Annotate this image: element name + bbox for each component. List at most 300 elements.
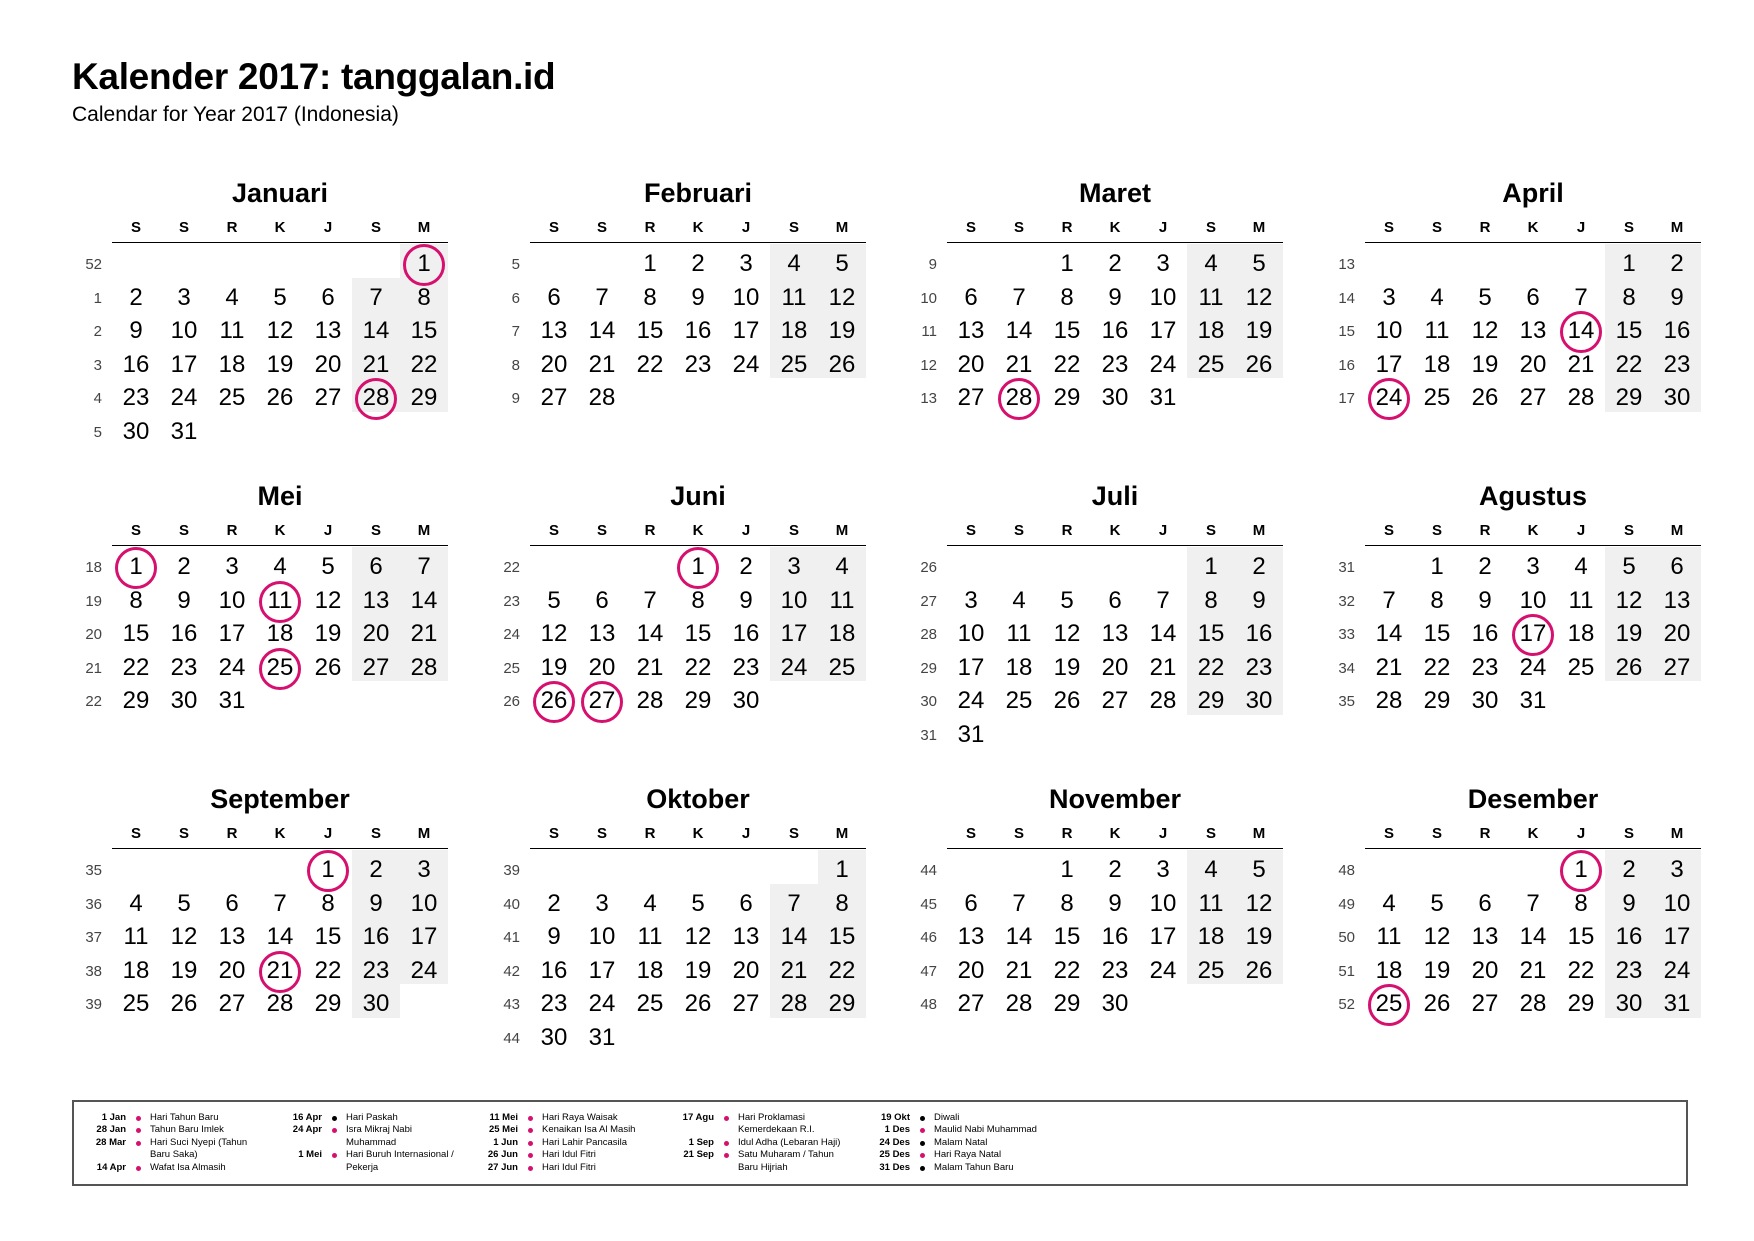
holiday-day: 24	[1375, 384, 1403, 412]
weekday-header: S	[1431, 219, 1442, 236]
day-cell: 27	[732, 990, 760, 1018]
day-cell: 20	[957, 350, 985, 378]
holiday-day: 14	[1567, 317, 1595, 345]
weekday-header: S	[1013, 219, 1024, 236]
week-number: 22	[503, 559, 520, 576]
month-januari	[72, 180, 512, 470]
weekday-header: S	[178, 522, 189, 539]
day-cell: 27	[1663, 653, 1691, 681]
day-cell: 24	[1149, 956, 1177, 984]
weekday-header: S	[1383, 219, 1394, 236]
day-cell: 5	[691, 889, 705, 917]
month-name: Juni	[670, 481, 726, 511]
day-cell: 26	[828, 350, 856, 378]
header-rule	[1365, 242, 1701, 243]
day-cell: 24	[410, 956, 438, 984]
legend-column	[870, 1112, 1060, 1174]
holiday-day: 1	[321, 856, 335, 883]
day-cell: 4	[643, 889, 657, 917]
day-cell: 29	[1615, 384, 1643, 412]
weekday-header: S	[596, 522, 607, 539]
holiday-dot-icon	[136, 1141, 141, 1146]
week-number: 9	[928, 256, 937, 273]
weekday-header: S	[1383, 825, 1394, 842]
day-cell: 26	[314, 653, 342, 681]
weekday-header: J	[1576, 825, 1586, 842]
holiday-day: 1	[691, 553, 705, 580]
day-cell: 23	[122, 384, 150, 412]
day-cell: 2	[369, 856, 383, 883]
day-cell: 16	[1471, 620, 1499, 648]
day-cell: 8	[835, 889, 849, 917]
weekday-header: S	[548, 825, 559, 842]
legend-text: Idul Adha (Lebaran Haji)	[738, 1136, 841, 1148]
weekday-header: R	[1061, 825, 1073, 842]
day-cell: 7	[1526, 889, 1540, 917]
legend-date: 25 Mei	[488, 1124, 518, 1136]
month-name: Oktober	[646, 784, 750, 814]
day-cell: 16	[362, 923, 390, 951]
day-cell: 7	[1156, 586, 1170, 614]
week-number: 23	[503, 592, 520, 610]
legend-text: Hari Paskah	[346, 1112, 398, 1123]
legend-column	[478, 1112, 668, 1174]
day-cell: 29	[828, 990, 856, 1018]
day-cell: 5	[321, 553, 335, 580]
day-cell: 22	[684, 653, 712, 681]
weekday-header: K	[274, 825, 286, 842]
day-cell: 24	[1519, 653, 1547, 681]
day-cell: 21	[362, 350, 390, 378]
day-cell: 17	[1149, 317, 1177, 345]
header-rule	[1365, 545, 1701, 546]
observance-dot-icon	[332, 1116, 337, 1121]
weekday-header: M	[1252, 522, 1266, 539]
week-number: 16	[1338, 356, 1355, 374]
day-cell: 9	[1478, 586, 1492, 614]
weekday-header: R	[644, 522, 656, 539]
day-cell: 13	[1663, 586, 1691, 614]
day-cell: 16	[170, 620, 198, 648]
day-cell: 15	[1615, 317, 1643, 345]
legend-text: Baru Hijriah	[738, 1161, 788, 1173]
day-cell: 25	[1567, 653, 1595, 681]
day-cell: 14	[1375, 620, 1403, 648]
day-cell: 25	[218, 384, 246, 412]
day-cell: 8	[1622, 283, 1636, 311]
legend-row	[478, 1124, 668, 1136]
weekday-header: K	[692, 825, 704, 842]
week-number: 48	[1338, 862, 1355, 879]
holiday-dot-icon	[136, 1166, 141, 1171]
weekday-header: S	[370, 522, 381, 539]
day-cell: 17	[732, 317, 760, 345]
day-cell: 6	[964, 889, 978, 917]
day-cell: 25	[636, 990, 664, 1018]
weekday-header: J	[1576, 219, 1586, 236]
holiday-day: 28	[1005, 384, 1033, 412]
day-cell: 9	[1252, 586, 1266, 614]
day-cell: 14	[266, 923, 294, 951]
week-number: 30	[920, 693, 937, 711]
weekday-header: S	[1623, 825, 1634, 842]
week-number: 13	[920, 390, 937, 408]
day-cell: 30	[1245, 687, 1273, 715]
day-cell: 13	[1471, 923, 1499, 951]
day-cell: 17	[410, 923, 438, 951]
day-cell: 14	[780, 923, 808, 951]
week-number: 50	[1338, 929, 1355, 947]
day-cell: 27	[1471, 990, 1499, 1018]
day-cell: 4	[1012, 586, 1026, 614]
day-cell: 12	[540, 620, 568, 648]
day-cell: 19	[1471, 350, 1499, 378]
legend-row	[86, 1112, 276, 1124]
day-cell: 27	[540, 384, 568, 412]
day-cell: 17	[588, 956, 616, 984]
month-name: September	[210, 784, 350, 814]
month-agustus	[1325, 483, 1754, 773]
day-cell: 31	[1519, 687, 1547, 715]
day-cell: 23	[1615, 956, 1643, 984]
day-cell: 8	[321, 889, 335, 917]
holiday-dot-icon	[528, 1116, 533, 1121]
day-cell: 20	[732, 956, 760, 984]
legend-text: Malam Natal	[934, 1136, 988, 1148]
month-juni	[490, 483, 930, 773]
header-rule	[1365, 848, 1701, 849]
weekday-header: S	[1205, 825, 1216, 842]
weekday-header: S	[1623, 219, 1634, 236]
day-cell: 18	[1375, 956, 1403, 984]
week-number: 21	[85, 659, 102, 677]
day-cell: 17	[170, 350, 198, 378]
week-number: 36	[85, 895, 102, 913]
holiday-dot-icon	[920, 1128, 925, 1133]
weekday-header: S	[130, 825, 141, 842]
day-cell: 5	[1430, 889, 1444, 917]
legend-row	[86, 1149, 276, 1161]
day-cell: 27	[1101, 687, 1129, 715]
holiday-dot-icon	[528, 1153, 533, 1158]
day-cell: 12	[684, 923, 712, 951]
day-cell: 8	[691, 586, 705, 614]
day-cell: 13	[1101, 620, 1129, 648]
weekday-header: M	[1670, 522, 1684, 539]
legend-text: Hari Raya Natal	[934, 1149, 1002, 1161]
weekday-header: K	[1109, 522, 1121, 539]
weekday-header: J	[1158, 522, 1168, 539]
day-cell: 25	[1423, 384, 1451, 412]
holiday-dot-icon	[724, 1141, 729, 1146]
day-cell: 31	[1149, 384, 1177, 412]
weekday-header: J	[1158, 825, 1168, 842]
day-cell: 5	[835, 250, 849, 277]
day-cell: 20	[362, 620, 390, 648]
day-cell: 20	[1471, 956, 1499, 984]
weekday-header: J	[1576, 522, 1586, 539]
day-cell: 25	[1005, 687, 1033, 715]
weekday-header: S	[1431, 825, 1442, 842]
day-cell: 24	[780, 653, 808, 681]
day-cell: 25	[828, 653, 856, 681]
week-number: 39	[85, 996, 102, 1014]
day-cell: 22	[1615, 350, 1643, 378]
day-cell: 16	[1663, 317, 1691, 345]
legend-row	[870, 1112, 1060, 1124]
day-cell: 9	[177, 586, 191, 614]
day-cell: 18	[636, 956, 664, 984]
legend-row	[870, 1149, 1060, 1161]
day-cell: 21	[1149, 653, 1177, 681]
day-cell: 27	[314, 384, 342, 412]
holiday-day: 28	[362, 384, 390, 412]
weekday-header: J	[741, 522, 751, 539]
day-cell: 4	[1204, 856, 1218, 883]
legend-text: Wafat Isa Almasih	[150, 1161, 226, 1173]
week-number: 47	[920, 962, 937, 980]
day-cell: 20	[1519, 350, 1547, 378]
legend-date: 14 Apr	[96, 1161, 126, 1173]
day-cell: 3	[739, 250, 753, 277]
weekday-header: M	[1252, 219, 1266, 236]
day-cell: 2	[1670, 250, 1684, 277]
day-cell: 1	[835, 856, 849, 883]
day-cell: 8	[1204, 586, 1218, 614]
day-cell: 27	[957, 990, 985, 1018]
week-number: 26	[503, 693, 520, 711]
legend-text: Satu Muharam / Tahun	[738, 1149, 834, 1161]
legend-row	[282, 1149, 472, 1161]
month-oktober	[490, 786, 930, 1076]
week-number: 46	[920, 929, 937, 947]
weekday-header: R	[1479, 522, 1491, 539]
day-cell: 3	[177, 283, 191, 311]
day-cell: 8	[643, 283, 657, 311]
day-cell: 4	[129, 889, 143, 917]
legend-row	[86, 1137, 276, 1149]
legend-date: 1 Mei	[298, 1149, 322, 1161]
holiday-dot-icon	[528, 1141, 533, 1146]
day-cell: 21	[1005, 350, 1033, 378]
weekday-header: J	[323, 825, 333, 842]
holiday-day: 25	[266, 653, 294, 681]
day-cell: 15	[684, 620, 712, 648]
month-juli	[907, 483, 1347, 773]
day-cell: 14	[1519, 923, 1547, 951]
day-cell: 23	[684, 350, 712, 378]
day-cell: 16	[1101, 923, 1129, 951]
holiday-dot-icon	[724, 1116, 729, 1121]
weekday-header: K	[1109, 825, 1121, 842]
day-cell: 23	[1663, 350, 1691, 378]
header-rule	[947, 848, 1283, 849]
day-cell: 24	[732, 350, 760, 378]
day-cell: 12	[1245, 889, 1273, 917]
day-cell: 4	[225, 283, 239, 311]
week-number: 44	[503, 1030, 520, 1047]
day-cell: 5	[1252, 250, 1266, 277]
day-cell: 3	[417, 856, 431, 883]
day-cell: 19	[266, 350, 294, 378]
day-cell: 11	[829, 586, 855, 614]
day-cell: 8	[1430, 586, 1444, 614]
week-number: 5	[511, 256, 520, 273]
legend-text: Hari Suci Nyepi (Tahun	[150, 1136, 248, 1148]
day-cell: 22	[122, 653, 150, 681]
weekday-header: M	[835, 522, 849, 539]
day-cell: 18	[828, 620, 856, 648]
day-cell: 14	[636, 620, 664, 648]
day-cell: 4	[1430, 283, 1444, 311]
day-cell: 9	[129, 317, 143, 345]
month-desember	[1325, 786, 1754, 1076]
legend-row	[86, 1124, 276, 1136]
month-name: November	[1048, 784, 1182, 814]
day-cell: 17	[218, 620, 246, 648]
day-cell: 10	[218, 586, 246, 614]
day-cell: 11	[781, 283, 807, 311]
day-cell: 19	[1245, 317, 1273, 345]
day-cell: 26	[1615, 653, 1643, 681]
day-cell: 13	[732, 923, 760, 951]
day-cell: 8	[1574, 889, 1588, 917]
legend-text: Muhammad	[346, 1136, 397, 1148]
day-cell: 12	[170, 923, 198, 951]
legend-date: 26 Jun	[487, 1149, 518, 1161]
weekday-header: M	[417, 219, 431, 236]
month-april	[1325, 180, 1754, 470]
day-cell: 16	[732, 620, 760, 648]
day-cell: 13	[540, 317, 568, 345]
weekday-header: S	[178, 825, 189, 842]
day-cell: 21	[1567, 350, 1595, 378]
day-cell: 19	[314, 620, 342, 648]
day-cell: 19	[1053, 653, 1081, 681]
weekday-header: M	[835, 219, 849, 236]
weekday-header: K	[1527, 219, 1539, 236]
day-cell: 13	[957, 317, 985, 345]
week-number: 3	[93, 356, 102, 374]
legend-row	[674, 1162, 864, 1174]
day-cell: 20	[540, 350, 568, 378]
day-cell: 16	[122, 350, 150, 378]
day-cell: 3	[225, 553, 239, 580]
day-cell: 23	[1101, 350, 1129, 378]
week-number: 35	[85, 862, 102, 879]
holiday-legend	[72, 1100, 1688, 1186]
day-cell: 1	[1622, 250, 1636, 277]
weekday-header: R	[226, 522, 238, 539]
day-cell: 24	[1149, 350, 1177, 378]
weekday-header: S	[596, 825, 607, 842]
day-cell: 31	[957, 721, 985, 748]
week-number: 25	[503, 659, 520, 677]
day-cell: 27	[218, 990, 246, 1018]
day-cell: 25	[122, 990, 150, 1018]
day-cell: 10	[957, 620, 985, 648]
weekday-header: K	[692, 219, 704, 236]
day-cell: 16	[1101, 317, 1129, 345]
day-cell: 15	[122, 620, 150, 648]
legend-date: 27 Jun	[487, 1161, 518, 1173]
day-cell: 30	[1663, 384, 1691, 412]
day-cell: 18	[1197, 923, 1225, 951]
month-name: Maret	[1078, 178, 1152, 208]
day-cell: 5	[1622, 553, 1636, 580]
day-cell: 13	[314, 317, 342, 345]
day-cell: 14	[1005, 317, 1033, 345]
observance-dot-icon	[920, 1166, 925, 1171]
legend-row	[870, 1162, 1060, 1174]
day-cell: 17	[1663, 923, 1691, 951]
holiday-day: 17	[1519, 620, 1547, 648]
legend-text: Hari Proklamasi	[738, 1112, 806, 1123]
header-rule	[530, 242, 866, 243]
month-september	[72, 786, 512, 1076]
legend-row	[478, 1162, 668, 1174]
day-cell: 23	[1101, 956, 1129, 984]
day-cell: 28	[636, 687, 664, 715]
week-number: 20	[85, 626, 102, 644]
day-cell: 28	[780, 990, 808, 1018]
day-cell: 7	[1574, 283, 1588, 311]
day-cell: 7	[1382, 586, 1396, 614]
legend-row	[282, 1124, 472, 1136]
week-number: 38	[85, 962, 102, 980]
day-cell: 9	[739, 586, 753, 614]
day-cell: 25	[780, 350, 808, 378]
day-cell: 10	[1375, 317, 1403, 345]
weekday-header: R	[226, 219, 238, 236]
day-cell: 4	[1574, 553, 1588, 580]
weekday-header: S	[1623, 522, 1634, 539]
legend-date: 1 Jan	[101, 1112, 126, 1123]
month-februari	[490, 180, 930, 470]
day-cell: 9	[1622, 889, 1636, 917]
weekday-header: M	[835, 825, 849, 842]
day-cell: 24	[588, 990, 616, 1018]
day-cell: 23	[362, 956, 390, 984]
day-cell: 17	[957, 653, 985, 681]
day-cell: 24	[1663, 956, 1691, 984]
day-cell: 29	[410, 384, 438, 412]
day-cell: 2	[1252, 553, 1266, 580]
day-cell: 20	[1663, 620, 1691, 648]
weekday-header: M	[1670, 219, 1684, 236]
day-cell: 21	[636, 653, 664, 681]
day-cell: 22	[410, 350, 438, 378]
weekday-header: R	[1479, 825, 1491, 842]
day-cell: 11	[123, 923, 149, 951]
day-cell: 18	[780, 317, 808, 345]
legend-row	[282, 1112, 472, 1124]
day-cell: 11	[1198, 283, 1224, 311]
day-cell: 16	[684, 317, 712, 345]
day-cell: 14	[410, 586, 438, 614]
day-cell: 7	[1012, 283, 1026, 311]
legend-text: Hari Lahir Pancasila	[542, 1136, 628, 1148]
holiday-day: 1	[129, 553, 143, 580]
holiday-dot-icon	[136, 1116, 141, 1121]
day-cell: 28	[1375, 687, 1403, 715]
day-cell: 25	[1197, 956, 1225, 984]
day-cell: 10	[780, 586, 808, 614]
day-cell: 27	[957, 384, 985, 412]
weekday-header: J	[323, 219, 333, 236]
legend-row	[674, 1124, 864, 1136]
day-cell: 7	[595, 283, 609, 311]
